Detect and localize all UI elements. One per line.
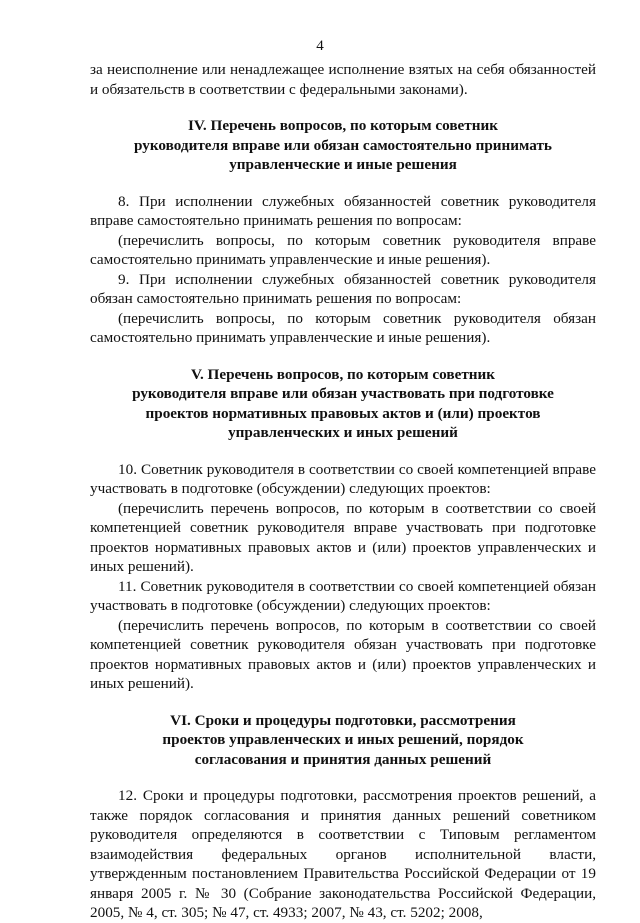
section-5-heading-line: руководителя вправе или обязан участвовать при подготовке xyxy=(132,385,554,402)
section-4-heading-line: IV. Перечень вопросов, по которым советник xyxy=(188,117,498,134)
section-4-heading-line: управленческие и иные решения xyxy=(229,156,457,173)
paragraph-8: 8. При исполнении служебных обязанностей советник руководителя вправе самостоятельно принимать решения по вопросам: xyxy=(90,192,596,229)
paragraph-9-note: (перечислить вопросы, по которым советник руководителя обязан самостоятельно принимать управленческие и иные решения). xyxy=(90,309,596,346)
section-6-heading-line: проектов управленческих и иных решений, порядок xyxy=(162,731,524,748)
section-5-heading-line: V. Перечень вопросов, по которым советник xyxy=(190,365,496,383)
section-6-heading-line: согласования и принятия данных решений xyxy=(194,750,492,768)
section-5-heading-line: управленческих и иных решений xyxy=(228,424,458,441)
paragraph-8-note: (перечислить вопросы, по которым советник руководителя вправе самостоятельно принимать управленческие и иные решения). xyxy=(90,231,596,268)
paragraph-11: 11. Советник руководителя в соответствии со своей компетенцией обязан участвовать в подготовке (обсуждении) следующих проектов: xyxy=(90,577,596,614)
page-number: 4 xyxy=(316,38,324,54)
paragraph-11-note: (перечислить перечень вопросов, по которым в соответствии со своей компетенцией советник руководителя обязан участвовать при подготовке проектов нормативных правовых актов и (или) проектов управленческих и иных решений). xyxy=(90,616,596,692)
section-5-heading-line: проектов нормативных правовых актов и (или) проектов xyxy=(145,404,541,422)
section-5-heading xyxy=(90,365,596,443)
paragraph-9: 9. При исполнении служебных обязанностей советник руководителя обязан самостоятельно принимать решения по вопросам: xyxy=(90,270,596,307)
paragraph-10-note: (перечислить перечень вопросов, по которым в соответствии со своей компетенцией советник руководителя вправе участвовать при подготовке проектов нормативных правовых актов и (или) проектов управленческих и иных решений). xyxy=(90,499,596,575)
paragraph-12: 12. Сроки и процедуры подготовки, рассмотрения проектов решений, а также порядок согласования и принятия данных решений советником руководителя определяются в соответствии с Типовым регламентом взаимодействия федеральных органов исполнительной власти, утвержденным постановлением Правительства Российской Федерации от 19 января 2005 г. № 30 (Собрание законодательства Российской Федерации, 2005, № 4, ст. 305; № 47, ст. 4933; 2007, № 43, ст. 5202; 2008, xyxy=(90,787,596,921)
section-6-heading xyxy=(90,711,596,770)
section-4-heading-line: руководителя вправе или обязан самостоятельно принимать xyxy=(134,136,552,154)
section-6-heading-line: VI. Сроки и процедуры подготовки, рассмотрения xyxy=(170,711,516,729)
paragraph-continuation: за неисполнение или ненадлежащее исполнение взятых на себя обязанностей и обязательств в соответствии с федеральными законами). xyxy=(90,61,596,98)
page-body xyxy=(90,60,596,923)
section-4-heading xyxy=(90,116,596,175)
paragraph-10: 10. Советник руководителя в соответствии со своей компетенцией вправе участвовать в подготовке (обсуждении) следующих проектов: xyxy=(90,460,596,497)
